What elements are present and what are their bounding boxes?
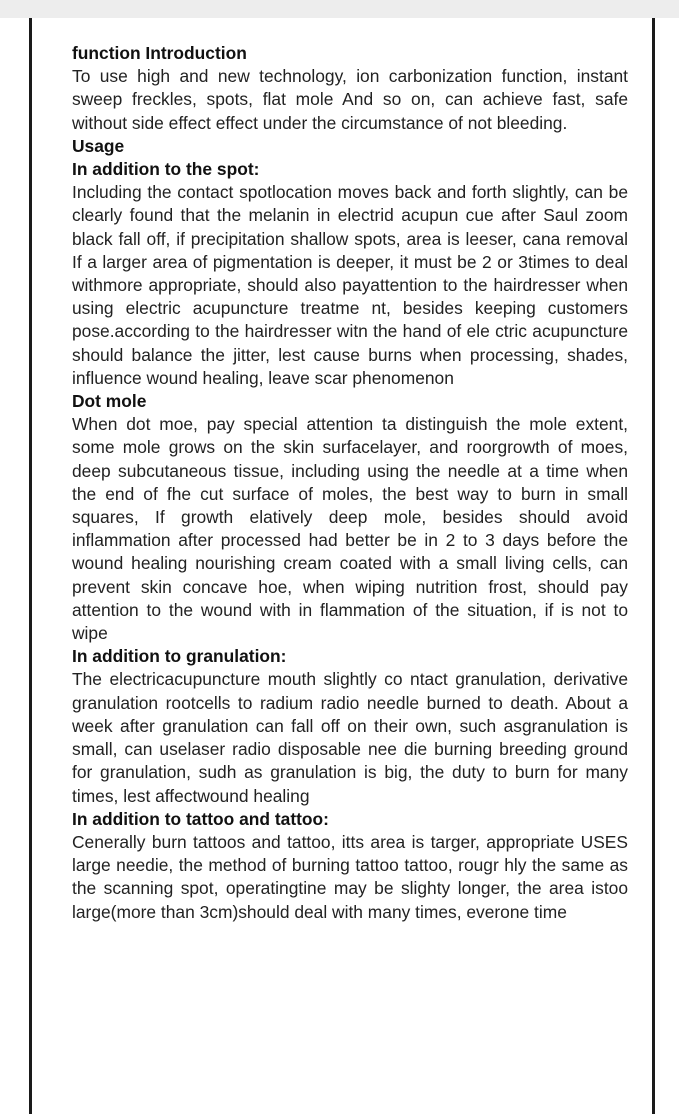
granulation-heading: In addition to granulation:: [72, 646, 287, 667]
dot-mole-heading: Dot mole: [72, 391, 147, 412]
left-border-rule: [29, 18, 32, 1114]
tattoo-heading: In addition to tattoo and tattoo:: [72, 808, 329, 829]
spot-paragraph: Including the contact spotlocation moves back and forth slightly, can be clearly found that the melanin in electrid acupun cue after Saul zoom black fall off, if precipitation shallow spots, area is leeser, cana removal If a larger area of pigmentation is deeper, it must be 2 or 3times to deal withmore appropriate, should also payattention to the hairdresser when using electric acupuncture treatme nt, besides keeping customers pose.according to the hairdresser witn the hand of ele ctric acupuncture should balance the jitter, lest cause burns when processing, shades, influence wound healing, leave scar phenomenon: [72, 182, 628, 388]
granulation-paragraph: The electricacupuncture mouth slightly co ntact granulation, derivative granulation rootcells to radium radio needle burned to death. About a week after granulation can fall off on their own, such asgranulation is small, can uselaser radio disposable nee die burning breeding ground for granulation, sudh as granulation is big, the duty to burn for many times, lest affectwound healing: [72, 669, 628, 806]
right-border-rule: [652, 18, 655, 1114]
dot-mole-paragraph: When dot moe, pay special attention ta distinguish the mole extent, some mole grows on the skin surfacelayer, and roorgrowth of moes, deep subcutaneous tissue, including using the needle at a time when the end of fhe cut surface of moles, the best way to burn in small squares, If growth elatively deep mole, besides should avoid inflammation after processed had better be in 2 to 3 days before the wound healing nourishing cream coated with a small living cells, can prevent skin concave hoe, when wiping nutrition frost, should pay attention to the wound with in flammation of the situation, if is not to wipe: [72, 414, 628, 644]
spot-heading: In addition to the spot:: [72, 159, 260, 180]
intro-heading: function Introduction: [72, 43, 247, 63]
tattoo-paragraph: Cenerally burn tattoos and tattoo, itts area is targer, appropriate USES large needie, the method of burning tattoo tattoo, rougr hly the same as the scanning spot, operatingtine may be slighty longer, the area istoo large(more than 3cm)should deal with many times, everone time: [72, 831, 628, 922]
manual-text-block: [72, 42, 628, 924]
usage-heading: Usage: [72, 135, 125, 156]
intro-paragraph: To use high and new technology, ion carbonization function, instant sweep freckles, spots, flat mole And so on, can achieve fast, safe without side effect effect under the circumstance of not bleeding.: [72, 66, 628, 133]
